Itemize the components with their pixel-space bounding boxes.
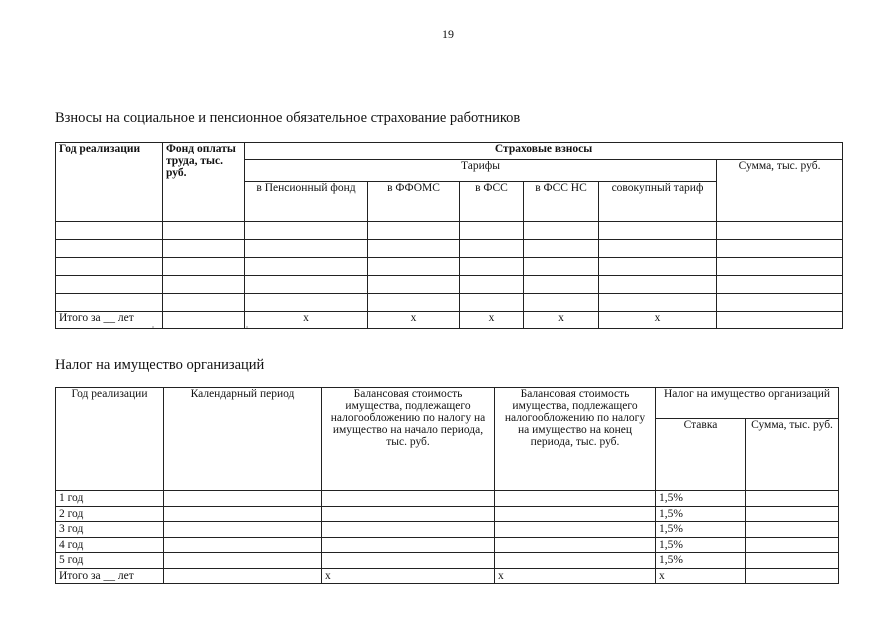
cell-period [164, 491, 322, 507]
scan-artifact [152, 326, 154, 328]
cell-period [164, 506, 322, 522]
cell-pension [245, 222, 368, 240]
property-tax-table [55, 387, 839, 584]
cell-total-tariff [599, 276, 717, 294]
insurance-contributions-table [55, 142, 843, 329]
header-fss-ns: в ФСС НС [524, 182, 599, 222]
total-fss-ns: х [524, 312, 599, 329]
cell-period [164, 522, 322, 538]
cell-fss-ns [524, 258, 599, 276]
cell-sum [746, 522, 839, 538]
cell-year [56, 276, 163, 294]
cell-year [56, 258, 163, 276]
cell-sum [717, 258, 843, 276]
cell-start-value [322, 491, 495, 507]
header-fss: в ФСС [460, 182, 524, 222]
section-title-insurance: Взносы на социальное и пенсионное обязательное страхование работников [55, 110, 521, 126]
header-year: Год реализации [56, 388, 164, 491]
page-number: 19 [442, 27, 454, 41]
cell-fss [460, 258, 524, 276]
cell-year [56, 222, 163, 240]
header-period: Календарный период [164, 388, 322, 491]
header-rate: Ставка [656, 419, 746, 491]
table-row [56, 222, 843, 240]
total-total-tariff: х [599, 312, 717, 329]
total-row [56, 568, 839, 584]
cell-end-value [495, 537, 656, 553]
cell-year: 1 год [56, 491, 164, 507]
total-ffoms: х [368, 312, 460, 329]
table-row [56, 491, 839, 507]
header-sum: Сумма, тыс. руб. [717, 160, 843, 222]
cell-sum [717, 222, 843, 240]
cell-start-value [322, 537, 495, 553]
cell-sum [746, 537, 839, 553]
header-end-value: Балансовая стоимость имущества, подлежащего налогообложению по налогу на имущество на конец периода, тыс. руб. [495, 388, 656, 491]
cell-period [164, 568, 322, 584]
cell-sum [717, 276, 843, 294]
cell-fund [163, 258, 245, 276]
cell-end-value [495, 491, 656, 507]
table-row [56, 506, 839, 522]
cell-fss [460, 240, 524, 258]
total-fss: х [460, 312, 524, 329]
section-title-property-tax: Налог на имущество организаций [55, 357, 265, 373]
table-row [56, 537, 839, 553]
cell-sum [717, 240, 843, 258]
cell-total-tariff [599, 222, 717, 240]
table-row [56, 294, 843, 312]
cell-sum [746, 491, 839, 507]
total-start-value: х [322, 568, 495, 584]
cell-year: 3 год [56, 522, 164, 538]
header-start-value: Балансовая стоимость имущества, подлежащего налогообложению по налогу на имущество на начало периода, тыс. руб. [322, 388, 495, 491]
total-label: Итого за __ лет [56, 312, 163, 329]
cell-fss-ns [524, 294, 599, 312]
cell-year: 4 год [56, 537, 164, 553]
table-row [56, 258, 843, 276]
cell-pension [245, 240, 368, 258]
cell-fss [460, 276, 524, 294]
cell-start-value [322, 522, 495, 538]
total-pension: х [245, 312, 368, 329]
header-fund: Фонд оплаты труда, тыс. руб. [163, 143, 245, 222]
cell-fss-ns [524, 276, 599, 294]
cell-fund [163, 312, 245, 329]
cell-total-tariff [599, 258, 717, 276]
header-tax: Налог на имущество организаций [656, 388, 839, 419]
cell-sum [717, 312, 843, 329]
cell-year [56, 294, 163, 312]
cell-ffoms [368, 294, 460, 312]
cell-ffoms [368, 276, 460, 294]
cell-end-value [495, 553, 656, 569]
cell-year [56, 240, 163, 258]
cell-fss [460, 294, 524, 312]
total-rate: х [656, 568, 746, 584]
header-sum: Сумма, тыс. руб. [746, 419, 839, 491]
cell-period [164, 553, 322, 569]
cell-ffoms [368, 258, 460, 276]
total-end-value: х [495, 568, 656, 584]
cell-rate: 1,5% [656, 522, 746, 538]
cell-year: 5 год [56, 553, 164, 569]
cell-year: 2 год [56, 506, 164, 522]
cell-total-tariff [599, 294, 717, 312]
cell-fund [163, 240, 245, 258]
cell-end-value [495, 506, 656, 522]
cell-ffoms [368, 240, 460, 258]
cell-sum [746, 506, 839, 522]
cell-fund [163, 294, 245, 312]
cell-pension [245, 258, 368, 276]
cell-pension [245, 276, 368, 294]
cell-fss-ns [524, 222, 599, 240]
cell-fss-ns [524, 240, 599, 258]
scan-artifact [246, 326, 248, 328]
cell-total-tariff [599, 240, 717, 258]
table-row [56, 553, 839, 569]
header-pension: в Пенсионный фонд [245, 182, 368, 222]
cell-pension [245, 294, 368, 312]
header-year: Год реализации [56, 143, 163, 222]
table-row [56, 276, 843, 294]
header-total-tariff: совокупный тариф [599, 182, 717, 222]
cell-start-value [322, 553, 495, 569]
cell-rate: 1,5% [656, 553, 746, 569]
table-row [56, 240, 843, 258]
cell-sum [746, 553, 839, 569]
cell-end-value [495, 522, 656, 538]
cell-fss [460, 222, 524, 240]
cell-rate: 1,5% [656, 506, 746, 522]
cell-sum [717, 294, 843, 312]
table-row [56, 522, 839, 538]
cell-rate: 1,5% [656, 491, 746, 507]
cell-rate: 1,5% [656, 537, 746, 553]
total-label: Итого за __ лет [56, 568, 164, 584]
header-tariffs: Тарифы [245, 160, 717, 182]
cell-fund [163, 276, 245, 294]
header-ffoms: в ФФОМС [368, 182, 460, 222]
cell-sum [746, 568, 839, 584]
cell-period [164, 537, 322, 553]
cell-fund [163, 222, 245, 240]
cell-ffoms [368, 222, 460, 240]
header-insurance: Страховые взносы [245, 143, 843, 160]
total-row [56, 312, 843, 329]
cell-start-value [322, 506, 495, 522]
